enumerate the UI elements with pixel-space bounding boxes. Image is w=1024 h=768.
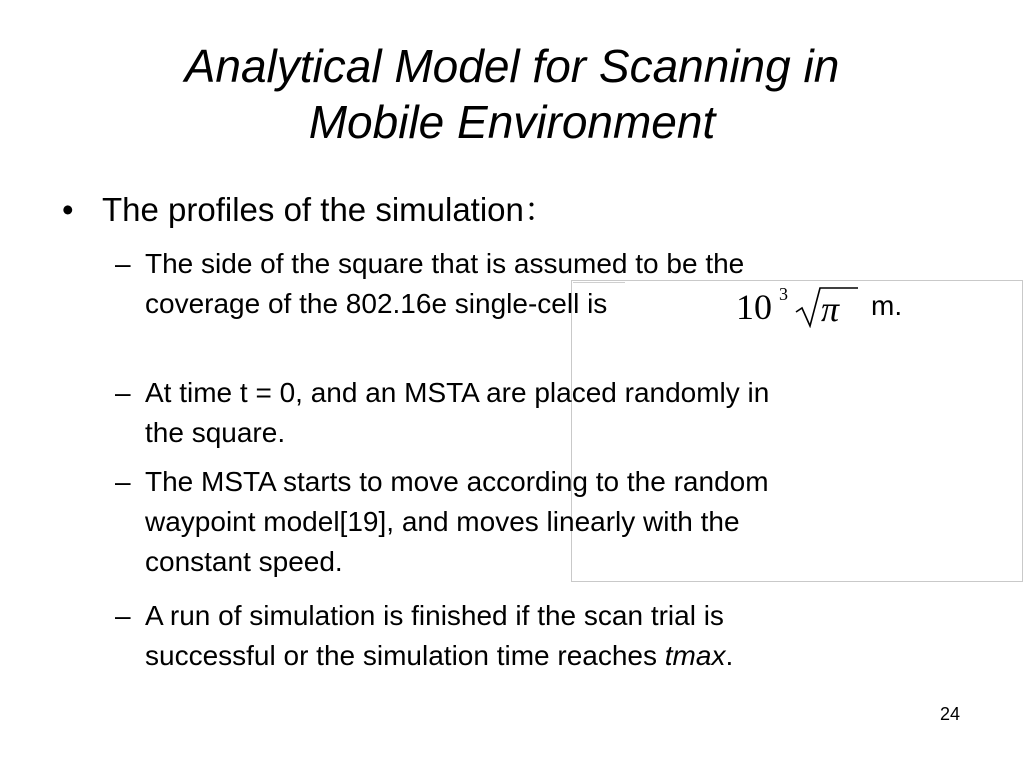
dash-marker: – [115,466,131,497]
dash-marker: – [115,248,131,279]
dash-marker: – [115,377,131,408]
sub-item-line: The MSTA starts to move according to the random [145,466,769,497]
slide-title [0,38,1024,150]
formula-exponent: 3 [779,284,788,304]
bullet-text: The profiles of the simulation： [102,191,557,228]
sub-item-line: waypoint model[19], and moves linearly with the [145,506,740,537]
sub-item-line: The side of the square that is assumed to be the [145,248,745,279]
line-suffix: . [725,640,734,671]
dash-marker: – [115,600,131,631]
formula-base: 10 [736,287,772,327]
sub-item-line: coverage of the 802.16e single-cell is [145,288,608,319]
title-line-1: Analytical Model for Scanning in [184,40,840,92]
sub-item-line: the square. [145,417,286,448]
bullet-marker: • [62,191,74,228]
sub-item-line [145,636,915,676]
formula-radicand: π [821,289,840,329]
title-line-2: Mobile Environment [308,96,716,148]
line-prefix: successful or the simulation time reaches [145,640,665,671]
sub-item-line: A run of simulation is finished if the scan trial is [145,600,724,631]
sub-item-line: constant speed. [145,546,343,577]
side-length-formula [732,284,860,334]
unit-label: m. [871,290,903,321]
page-number: 24 [940,704,961,724]
tmax-term: tmax [664,640,726,671]
sub-item-line: At time t = 0, and an MSTA are placed randomly in [145,377,770,408]
